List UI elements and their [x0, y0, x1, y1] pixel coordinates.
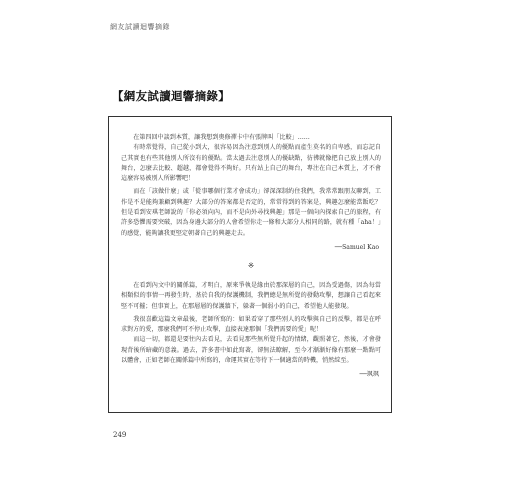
review-1-paragraph-2: 有時常覺得，自己從小到大，很容易因為注意到別人的優點而產生莫名的自卑感，而忘記自己其實也有些其他別人所沒有的優點。當太過去注意別人的優缺點，彷彿就像把自己放上別人的舞台，怎麼去比較、超越，都會覺得不夠好。只有站上自己的舞台，專注在自己本質上，才不會這麼容易被別人所影響吧！: [121, 144, 381, 183]
review-2-signature: ──飒飒: [359, 371, 379, 379]
review-1-signature: ──Samuel Kao: [334, 243, 379, 251]
review-1-paragraph-1: 在第四回中談到本質，讓我想到奧修禪卡中有張牌叫「比較」……: [133, 134, 310, 141]
review-2-paragraph-3: 而這一切，都還是要往內去看見，去看見那些無所覺升起的情緒，觀照著它，然後，才會發現背後所暗藏的意義。過去，許多書中如此寫著，卻無法瞭解，至今才漸漸好像有那麼一點點可以體會，正如老師在關係篇中所寫的，命運其實在等待下一個適當的時機，悄然綻至。: [121, 336, 381, 365]
section-separator: ※: [247, 260, 255, 270]
running-header: 網友試讀迴響摘錄: [110, 23, 170, 31]
reviews-frame: [108, 116, 392, 413]
review-1-paragraph-3: 而在「該做什麼」或「從事哪個行業才會成功」卻深深制約住我們，我常常跟朋友聊到，工作是不是能夠兼顧到興趣？大部分的答案都是否定的，常常得到的答案是，興趣怎麼能當飯吃？但是看到安琪老師說的「你必須向內，而不是向外尋找興趣」那是一個向內探索自己的旅程，有許多恐懼需要突破，因為身邊大部分的人會希望你走一條和大部分人相同的路，就有種「aha！」的感覺，能夠讓我更堅定朝著自己的興趣走去。: [121, 188, 381, 237]
review-2-paragraph-2: 我很喜歡這篇文章最後，老師所寫的：如果看穿了那些別人的攻擊與自己的反擊，都是在呼求對方的愛，那麼我們可不停止攻擊，直接表達那個「我們需要的愛」呢！: [121, 315, 381, 334]
review-2-paragraph-1: 在看到內文中的關係篇，才明白，原來爭執是緣由於那深層的自己，因為受過傷，因為每當相類似的事情一再發生時，基於自我的保護機制，我們總是無所覺的發動攻擊，想讓自己看起來堅不可摧；但事實上，在那層層的保護牆下，躲著一個弱小的自己，希望他人能發現。: [121, 281, 381, 310]
page-number: 249: [113, 431, 127, 439]
section-title: 【網友試讀迴響摘錄】: [112, 89, 230, 103]
